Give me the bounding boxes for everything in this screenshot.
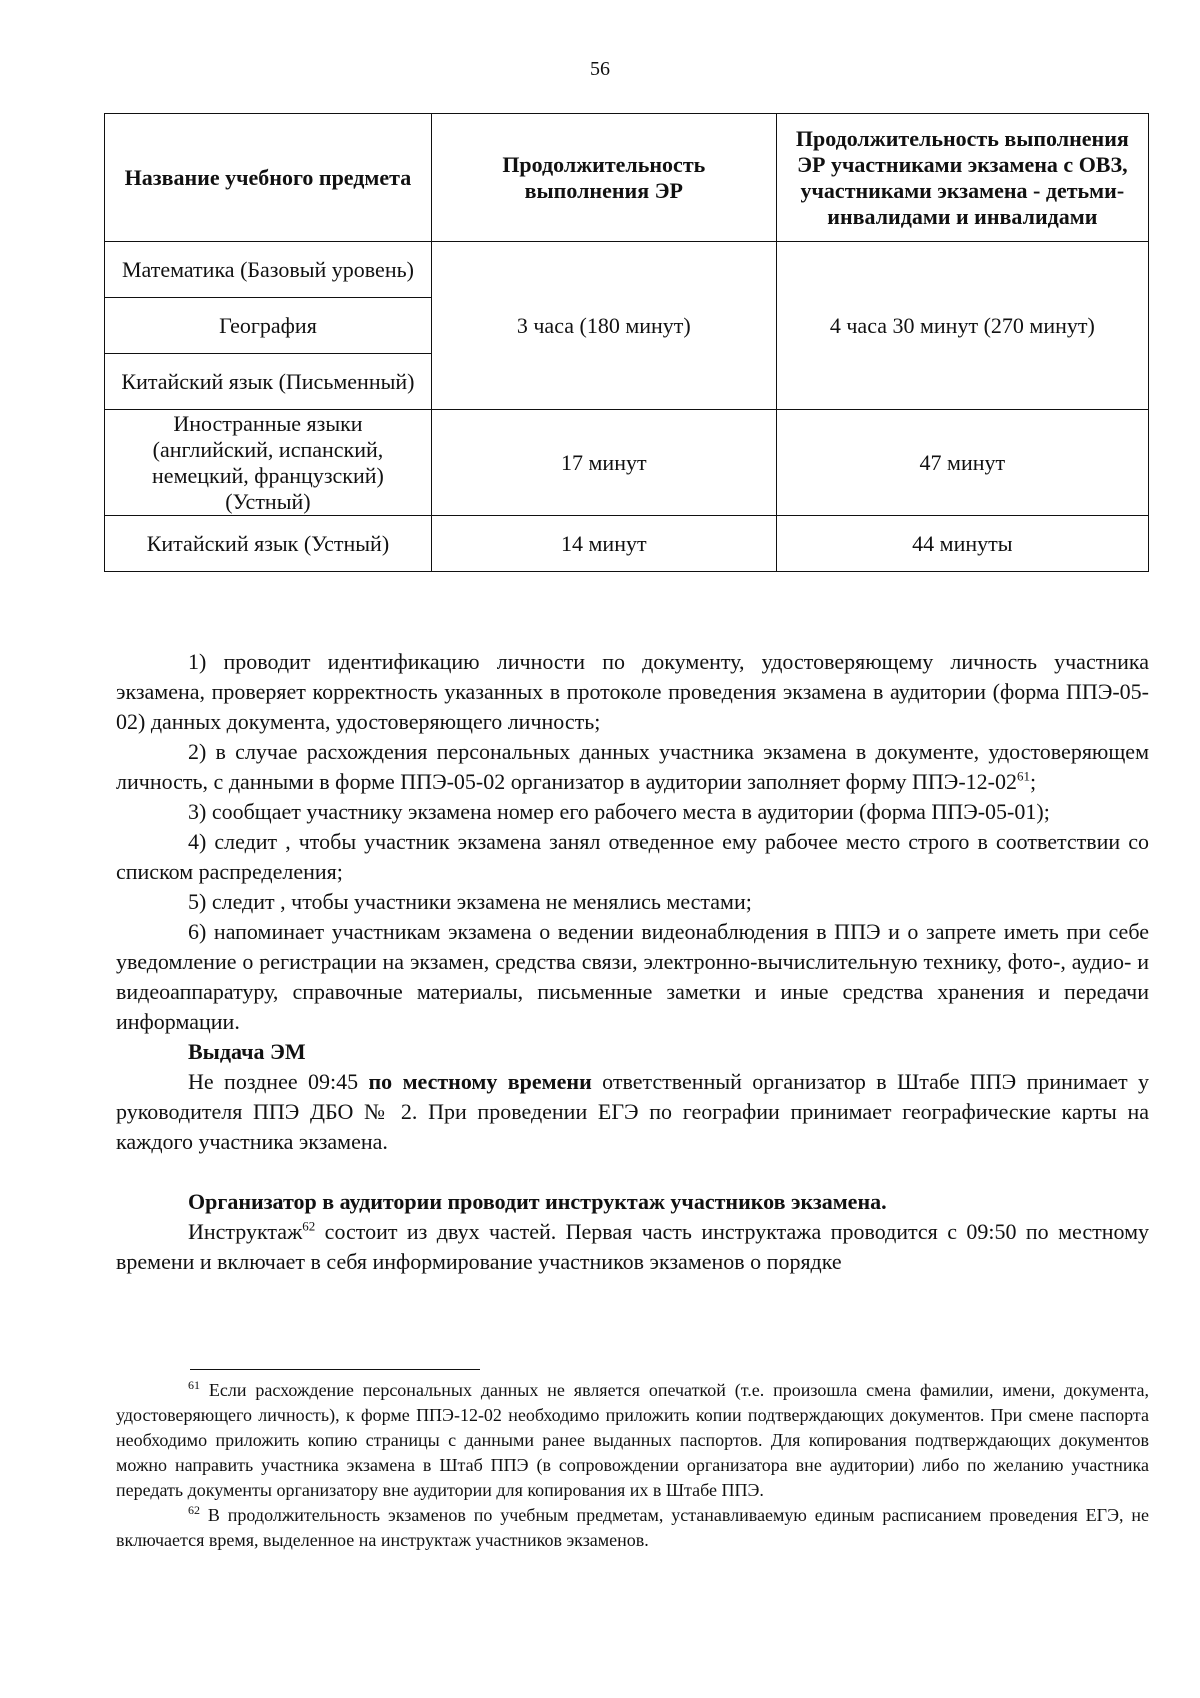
footnote-ref: 62 (302, 1218, 316, 1234)
footnote-separator (190, 1369, 480, 1370)
footnote-text: Если расхождение персональных данных не является опечаткой (т.е. произошла смена фамилии, имени, документа, удостоверяющего личность), к форме ППЭ-12-02 необходимо приложить копии подтверждающих документов. При смене паспорта необходимо приложить копию страницы с данными ранее выданных паспортов. Для копирования подтверждающих документов можно направить участника экзамена в Штаб ППЭ (в сопровождении организатора вне аудитории) либо по желанию участника передать документы организатору вне аудитории для копирования их в Штабе ППЭ. (116, 1380, 1149, 1500)
duration-ovz-cell: 47 минут (776, 410, 1148, 516)
footnote-number: 62 (188, 1503, 200, 1517)
footnotes (116, 1378, 1149, 1553)
footnote-number: 61 (188, 1378, 200, 1392)
header-duration-ovz: Продолжительность выполнения ЭР участниками экзамена с ОВЗ, участниками экзамена - детьми-инвалидами и инвалидами (776, 114, 1148, 242)
paragraph-item-2 (116, 737, 1149, 797)
body-text (116, 647, 1149, 1277)
table-row (105, 242, 1149, 298)
footnote-ref: 61 (1016, 768, 1030, 784)
paragraph-item-1: 1) проводит идентификацию личности по документу, удостоверяющему личность участника экзамена, проверяет корректность указанных в протоколе проведения экзамена в аудитории (форма ППЭ-05-02) данных документа, удостоверяющего личность; (116, 649, 1149, 734)
footnote-62 (116, 1503, 1149, 1553)
duration-ovz-cell: 44 минуты (776, 516, 1148, 572)
paragraph-item-6: 6) напоминает участникам экзамена о ведении видеонаблюдения в ППЭ и о запрете иметь при себе уведомление о регистрации на экзамен, средства связи, электронно-вычислительную технику, фото-, аудио- и видеоаппаратуру, справочные материалы, письменные заметки и иные средства хранения и передачи информации. (116, 919, 1149, 1034)
paragraph-em: Не позднее 09:45 по местному времени ответственный организатор в Штабе ППЭ принимает у руководителя ППЭ ДБО № 2. При проведении ЕГЭ по географии принимает географические карты на каждого участника экзамена. (116, 1069, 1149, 1154)
table-row (105, 410, 1149, 516)
header-subject: Название учебного предмета (105, 114, 432, 242)
section-heading-em: Выдача ЭМ (188, 1039, 306, 1064)
section-heading-briefing: Организатор в аудитории проводит инструктаж участников экзамена. (188, 1189, 887, 1214)
footnote-61 (116, 1378, 1149, 1503)
header-duration: Продолжительность выполнения ЭР (431, 114, 776, 242)
exam-duration-table (104, 113, 1149, 572)
subject-cell: Иностранные языки (английский, испанский, немецкий, французский) (Устный) (105, 410, 432, 516)
paragraph-item-5: 5) следит , чтобы участники экзамена не менялись местами; (188, 889, 752, 914)
page-number: 56 (590, 58, 610, 80)
subject-cell: География (105, 298, 432, 354)
footnote-text: В продолжительность экзаменов по учебным предметам, устанавливаемую единым расписанием проведения ЕГЭ, не включается время, выделенное на инструктаж участников экзаменов. (116, 1505, 1149, 1550)
duration-cell: 14 минут (431, 516, 776, 572)
bold-phrase: по местному времени (368, 1069, 592, 1094)
paragraph-text: 2) в случае расхождения персональных данных участника экзамена в документе, удостоверяющем личность, с данными в форме ППЭ-05-02 организатор в аудитории заполняет форму ППЭ-12-02 (116, 739, 1149, 794)
paragraph-item-3: 3) сообщает участнику экзамена номер его рабочего места в аудитории (форма ППЭ-05-01); (188, 799, 1050, 824)
paragraph-briefing: Инструктаж$^{62}$ состоит из двух частей. Первая часть инструктажа проводится с 09:50 по местному времени и включает в себя информирование участников экзаменов о порядке (116, 1218, 1149, 1274)
duration-cell: 17 минут (431, 410, 776, 516)
paragraph-item-4: 4) следит , чтобы участник экзамена занял отведенное ему рабочее место строго в соответствии со списком распределения; (116, 829, 1149, 884)
subject-cell: Математика (Базовый уровень) (105, 242, 432, 298)
table-row (105, 516, 1149, 572)
table-header-row (105, 114, 1149, 242)
duration-cell: 3 часа (180 минут) (431, 242, 776, 410)
subject-cell: Китайский язык (Устный) (105, 516, 432, 572)
subject-cell: Китайский язык (Письменный) (105, 354, 432, 410)
duration-ovz-cell: 4 часа 30 минут (270 минут) (776, 242, 1148, 410)
paragraph-end: ; (1029, 769, 1037, 794)
